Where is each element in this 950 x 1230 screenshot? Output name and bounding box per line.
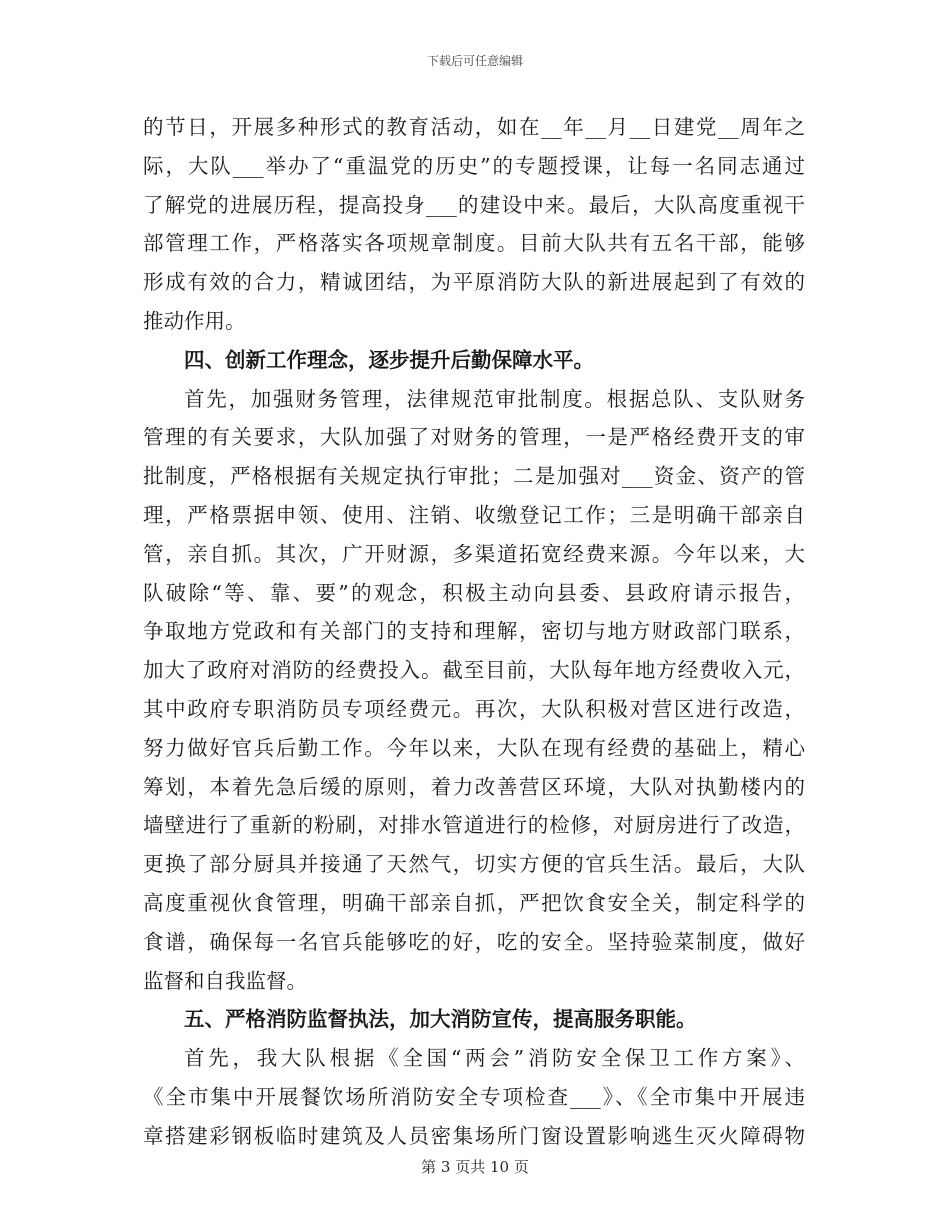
body-text-line: 章搭建彩钢板临时建筑及人员密集场所门窗设置影响逃生灭火障碍物 [143, 1123, 805, 1148]
body-text-line: 努力做好官兵后勤工作。今年以来，大队在现有经费的基础上，精心 [143, 735, 805, 760]
body-text-line: 监督和自我监督。 [143, 968, 307, 993]
section-heading: 四、创新工作理念，逐步提升后勤保障水平。 [184, 347, 594, 372]
section-heading: 五、严格消防监督执法，加大消防宣传，提高服务职能。 [184, 1007, 697, 1032]
body-text-line: 部管理工作，严格落实各项规章制度。目前大队共有五名干部，能够 [143, 231, 805, 256]
body-text-line: 《全市集中开展餐饮场所消防安全专项检查___》、《全市集中开展违 [143, 1084, 805, 1109]
body-text-line: 推动作用。 [143, 308, 246, 333]
body-text-line: 首先，我大队根据《全国“两会”消防安全保卫工作方案》、 [184, 1046, 805, 1071]
body-text-line: 更换了部分厨具并接通了天然气，切实方便的官兵生活。最后，大队 [143, 852, 805, 877]
body-text-line: 墙壁进行了重新的粉刷，对排水管道进行的检修，对厨房进行了改造， [143, 813, 805, 838]
body-text-line: 的节日，开展多种形式的教育活动，如在__年__月__日建党__周年之 [143, 115, 805, 139]
body-text-line: 筹划，本着先急后缓的原则，着力改善营区环境，大队对执勤楼内的 [143, 774, 805, 799]
body-text-line: 其中政府专职消防员专项经费元。再次，大队积极对营区进行改造， [143, 696, 805, 721]
body-text-line: 队破除“等、靠、要”的观念，积极主动向县委、县政府请示报告， [143, 580, 805, 605]
body-text-line: 管，亲自抓。其次，广开财源，多渠道拓宽经费来源。今年以来，大 [143, 541, 805, 566]
document-body [143, 108, 805, 1156]
body-text-line: 际，大队___举办了“重温党的历史”的专题授课，让每一名同志通过 [143, 153, 805, 178]
body-text-line: 了解党的进展历程，提高投身___的建设中来。最后，大队高度重视干 [143, 192, 805, 217]
body-text-line: 加大了政府对消防的经费投入。截至目前，大队每年地方经费收入元， [143, 658, 805, 683]
body-text-line: 管理的有关要求，大队加强了对财务的管理，一是严格经费开支的审 [143, 425, 805, 450]
body-text-line: 首先，加强财务管理，法律规范审批制度。根据总队、支队财务 [184, 386, 805, 411]
body-text-line: 形成有效的合力，精诚团结，为平原消防大队的新进展起到了有效的 [143, 270, 805, 295]
body-text-line: 高度重视伙食管理，明确干部亲自抓，严把饮食安全关，制定科学的 [143, 890, 805, 915]
body-text-line: 批制度，严格根据有关规定执行审批；二是加强对___资金、资产的管 [143, 464, 805, 489]
body-text-line: 争取地方党政和有关部门的支持和理解，密切与地方财政部门联系， [143, 619, 805, 644]
body-text-line: 理，严格票据申领、使用、注销、收缴登记工作；三是明确干部亲自 [143, 502, 805, 527]
body-text-line: 食谱，确保每一名官兵能够吃的好，吃的安全。坚持验菜制度，做好 [143, 929, 805, 954]
page-footer: 第 3 页共 10 页 [421, 1158, 529, 1176]
page-header: 下载后可任意编辑 [426, 54, 523, 68]
